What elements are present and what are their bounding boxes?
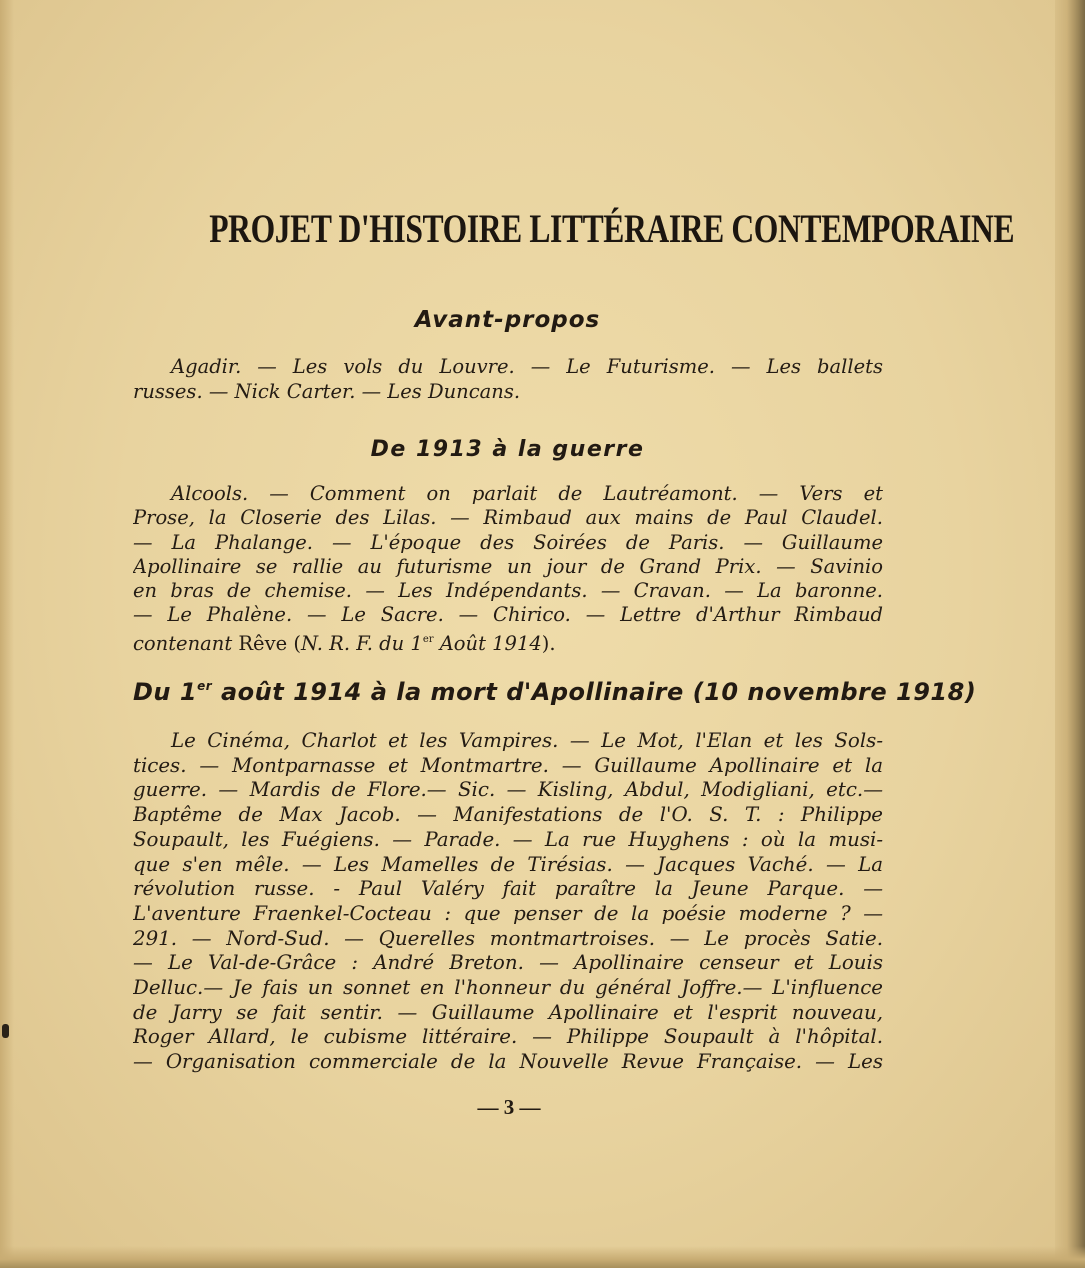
text-fragment: du 1 — [372, 631, 423, 655]
text-line: tices. — Montparnasse et Montmartre. — Guillaume Apollinaire et la — [133, 753, 883, 777]
text-line: de Jarry se fait sentir. — Guillaume Apollinaire et l'esprit nouveau, — [133, 1000, 883, 1024]
page-bottom-edge — [0, 1246, 1085, 1268]
binding-hole — [2, 1024, 9, 1038]
source-abbreviation: N. R. F. — [300, 631, 373, 655]
ordinal-suffix: er — [197, 679, 213, 693]
heading-fragment: Du 1 — [133, 678, 198, 706]
text-line: — La Phalange. — L'époque des Soirées de Paris. — Guillaume — [133, 530, 883, 554]
text-line: Soupault, les Fuégiens. — Parade. — La rue Huyghens : où la musi- — [133, 827, 883, 851]
text-fragment: ( — [287, 631, 301, 655]
page-title: PROJET D'HISTOIRE LITTÉRAIRE CONTEMPORAINE — [209, 206, 1015, 251]
text-line: en bras de chemise. — Les Indépendants. — Cravan. — La baronne. — [133, 579, 883, 603]
text-line: Roger Allard, le cubisme littéraire. — Philippe Soupault à l'hôpital. — [133, 1025, 883, 1049]
section-heading-1914-1918 — [133, 678, 976, 706]
page-right-edge — [1055, 0, 1085, 1268]
text-line-last — [133, 628, 883, 656]
text-line: L'aventure Fraenkel-Cocteau : que penser de la poésie moderne ? — — [133, 901, 883, 925]
text-line: — Le Val-de-Grâce : André Breton. — Apollinaire censeur et Louis — [133, 951, 883, 975]
text-fragment: Août 1914 — [433, 631, 542, 655]
text-fragment: contenant — [133, 631, 239, 655]
text-line: Agadir. — Les vols du Louvre. — Le Futurisme. — Les ballets — [171, 355, 883, 378]
page-left-shadow — [0, 0, 14, 1268]
work-title-reve: Rêve — [238, 631, 288, 655]
text-line: russes. — Nick Carter. — Les Duncans. — [133, 380, 521, 403]
paragraph-1913 — [133, 482, 883, 656]
text-line: Apollinaire se rallie au futurisme un jour de Grand Prix. — Savinio — [133, 554, 883, 578]
section-heading-1913: De 1913 à la guerre — [370, 437, 645, 462]
text-line: — Le Phalène. — Le Sacre. — Chirico. — Lettre d'Arthur Rimbaud — [133, 603, 883, 627]
page-number: — 3 — — [477, 1095, 541, 1119]
text-line: Delluc.— Je fais un sonnet en l'honneur du général Joffre.— L'influence — [133, 976, 883, 1000]
text-line: — Organisation commerciale de la Nouvelle Revue Française. — Les — [133, 1050, 883, 1074]
text-line: Le Cinéma, Charlot et les Vampires. — Le Mot, l'Elan et les Sols- — [171, 729, 883, 752]
text-line: Baptême de Max Jacob. — Manifestations de l'O. S. T. : Philippe — [133, 803, 883, 827]
ordinal-suffix: er — [422, 633, 434, 645]
text-line: révolution russe. - Paul Valéry fait paraître la Jeune Parque. — — [133, 877, 883, 901]
paragraph-1914-1918 — [133, 729, 883, 1075]
text-line: guerre. — Mardis de Flore.— Sic. — Kisling, Abdul, Modigliani, etc.— — [133, 778, 883, 802]
paragraph-avant-propos — [133, 354, 883, 404]
text-line: Alcools. — Comment on parlait de Lautréamont. — Vers et — [171, 482, 883, 505]
heading-fragment: août 1914 à la mort d'Apollinaire (10 novembre 1918) — [212, 678, 977, 706]
section-heading-avant-propos: Avant-propos — [414, 307, 601, 333]
text-line: que s'en mêle. — Les Mamelles de Tirésias. — Jacques Vaché. — La — [133, 852, 883, 876]
text-fragment: ). — [541, 631, 556, 655]
text-line: Prose, la Closerie des Lilas. — Rimbaud aux mains de Paul Claudel. — [133, 506, 883, 530]
text-line: 291. — Nord-Sud. — Querelles montmartroises. — Le procès Satie. — [133, 926, 883, 950]
